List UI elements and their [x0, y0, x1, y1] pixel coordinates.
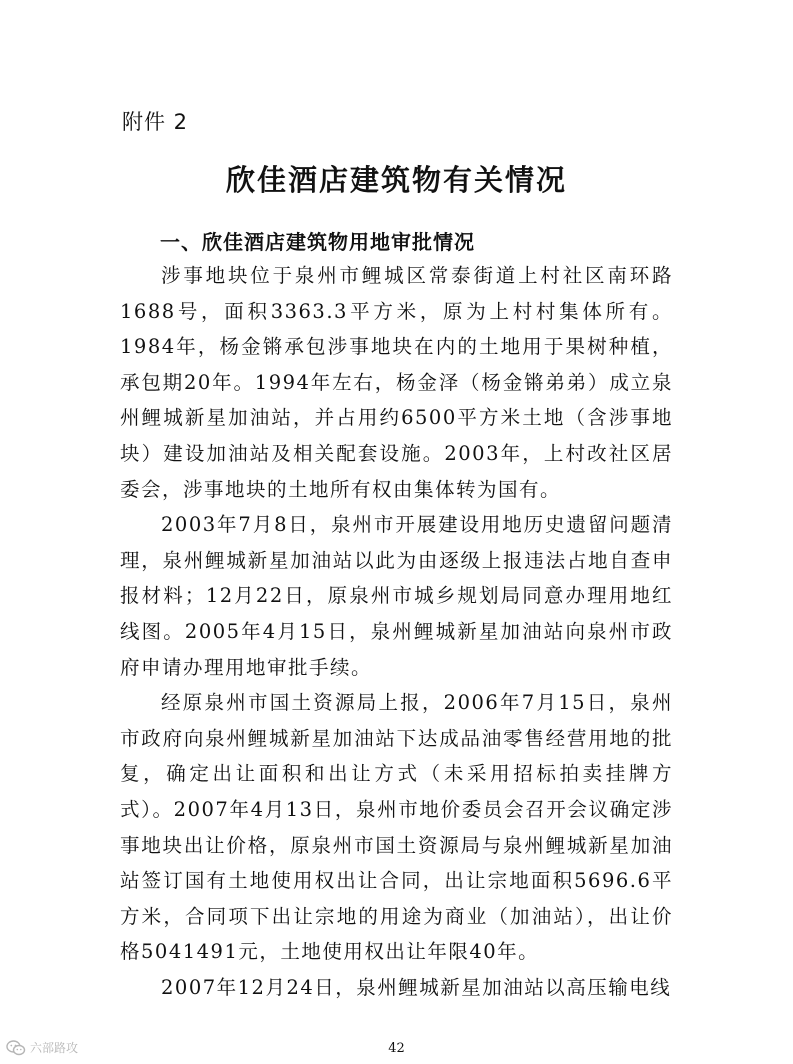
paragraph: 2003年7月8日，泉州市开展建设用地历史遗留问题清理，泉州鲤城新星加油站以此为由逐级上报违法占地自查申报材料；12月22日，原泉州市城乡规划局同意办理用地红线图。2005年4月15日，泉州鲤城新星加油站向泉州市政府申请办理用地审批手续。 [120, 513, 673, 679]
section-heading: 一、欣佳酒店建筑物用地审批情况 [160, 230, 475, 254]
watermark [6, 1040, 78, 1056]
document-title: 欣佳酒店建筑物有关情况 [225, 163, 567, 197]
paragraph: 经原泉州市国土资源局上报，2006年7月15日，泉州市政府向泉州鲤城新星加油站下达成品油零售经营用地的批复，确定出让面积和出让方式（未采用招标拍卖挂牌方式）。2007年4月13日，泉州市地价委员会召开会议确定涉事地块出让价格，原泉州市国土资源局与泉州鲤城新星加油站签订国有土地使用权出让合同，出让宗地面积5696.6平方米，合同项下出让宗地的用途为商业（加油站），出让价格5041491元，土地使用权出让年限40年。 [120, 691, 673, 964]
document-body [120, 258, 673, 1005]
watermark-text: 六部路攻 [30, 1041, 79, 1055]
paragraph: 2007年12月24日，泉州鲤城新星加油站以高压输电线 [161, 975, 672, 999]
page-number: 42 [388, 1041, 405, 1056]
attachment-label: 附件 2 [122, 110, 189, 134]
paragraph: 涉事地块位于泉州市鲤城区常泰街道上村社区南环路1688号，面积3363.3平方米，原为上村村集体所有。1984年，杨金锵承包涉事地块在内的土地用于果树种植，承包期20年。1994年左右，杨金泽（杨金锵弟弟）成立泉州鲤城新星加油站，并占用约6500平方米土地（含涉事地块）建设加油站及相关配套设施。2003年，上村改社区居委会，涉事地块的土地所有权由集体转为国有。 [120, 264, 673, 501]
wechat-logo-icon [6, 1040, 26, 1056]
